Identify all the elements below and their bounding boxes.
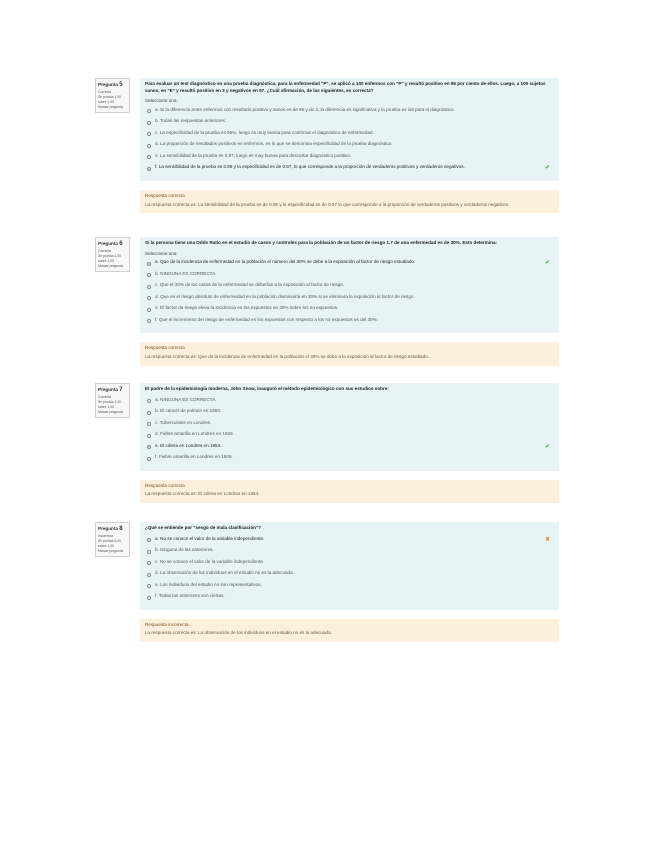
- option-letter: f.: [155, 316, 158, 322]
- option-text: Fiebre amarilla en Londres en 1849.: [158, 454, 233, 460]
- answer-option[interactable]: [145, 271, 554, 283]
- answer-option[interactable]: [145, 582, 554, 594]
- option-text: Tuberculosis en Londres.: [159, 419, 212, 425]
- option-text: NINGUNA ES CORRECTA.: [160, 396, 217, 402]
- option-text: El cólera en Londres en 1854.: [160, 442, 222, 448]
- radio-button[interactable]: [147, 561, 151, 565]
- question-content: [140, 383, 559, 503]
- answer-option[interactable]: [145, 153, 554, 165]
- option-letter: b.: [155, 547, 159, 553]
- feedback-box: [140, 190, 559, 213]
- option-letter: e.: [155, 581, 159, 587]
- answer-option[interactable]: [145, 397, 554, 409]
- question-grade: Se puntúa 1,00 sobre 1,00: [98, 95, 122, 105]
- option-letter: d.: [155, 141, 159, 147]
- question-number: Pregunta 6: [98, 241, 123, 247]
- radio-button[interactable]: [147, 296, 151, 300]
- feedback-text: La respuesta correcta es: Que de la incidencia de enfermedad en la población el 30% se debe a la exposición al factor de riesgo estudiado.: [145, 353, 429, 359]
- radio-button[interactable]: [147, 319, 151, 323]
- option-text: El cáncer de pulmón en 1950.: [160, 408, 222, 414]
- check-icon: ✔: [544, 260, 550, 267]
- radio-button[interactable]: [147, 308, 151, 312]
- radio-button[interactable]: [147, 550, 151, 554]
- answer-option[interactable]: [145, 130, 554, 142]
- option-letter: d.: [155, 293, 159, 299]
- feedback-box: [140, 619, 559, 642]
- radio-button[interactable]: [147, 573, 151, 577]
- question-formulation: [140, 237, 559, 333]
- radio-button[interactable]: [147, 273, 151, 277]
- option-letter: e.: [155, 305, 159, 311]
- option-letter: f.: [155, 593, 158, 599]
- answer-option[interactable]: [145, 294, 554, 306]
- flag-question-link[interactable]: Marcar pregunta: [98, 105, 123, 110]
- question-text: ¿Qué se entiende por "sesgo de mala clasificación"?: [145, 525, 261, 530]
- radio-button[interactable]: [147, 584, 151, 588]
- answer-prompt: Seleccione una:: [145, 98, 178, 104]
- flag-question-link[interactable]: Marcar pregunta: [98, 549, 123, 554]
- option-text: Ninguna de las anteriores.: [160, 547, 214, 553]
- check-icon: ✔: [544, 443, 550, 450]
- question-text: Para evaluar un test diagnóstico en una prueba diagnóstica, para la enfermedad "P", se aplicó a 100 enfermos con "P" y resultó positivo en 95 por ciento de ellos. Luego, a 100 sujetos sanos, en "E" y resultó positivo en 3 y negativos en 97. ¿Cuál afirmación, de las siguientes, es correcta?: [145, 81, 546, 93]
- option-text: La observación de los individuos en el estudio no es la adecuada.: [160, 570, 294, 576]
- answer-option[interactable]: [145, 431, 554, 443]
- radio-button[interactable]: [147, 422, 151, 426]
- radio-button[interactable]: [147, 167, 151, 171]
- radio-button[interactable]: [147, 399, 151, 403]
- radio-button[interactable]: [147, 434, 151, 438]
- answer-option[interactable]: [145, 420, 554, 432]
- option-letter: c.: [155, 282, 159, 288]
- feedback-title: Respuesta correcta: [145, 192, 185, 198]
- answer-option[interactable]: [145, 305, 554, 317]
- option-text: La sensibilidad de la prueba es 0.95 y la especificidad es de 0.97, lo que corresponde a la proporción de verdaderos positivos y verdaderos negativos.: [158, 164, 465, 170]
- option-letter: b.: [155, 408, 159, 414]
- question-content: [140, 78, 559, 213]
- answer-prompt: Seleccione una:: [145, 250, 178, 256]
- option-text: El factor de riesgo eleva la incidencia en los expuestos en 30% sobre los no expuestos.: [160, 305, 339, 311]
- cross-icon: ✘: [544, 536, 550, 543]
- option-letter: a.: [155, 535, 159, 541]
- option-text: Que de la incidencia de enfermedad en la población el número del 30% se debe a la exposición al factor de riesgo estudiado.: [160, 259, 416, 265]
- question-info: [95, 383, 130, 418]
- answer-option[interactable]: [145, 141, 554, 153]
- question-info: [95, 237, 130, 272]
- option-letter: c.: [155, 129, 159, 135]
- question-info: [95, 522, 130, 557]
- check-icon: ✔: [544, 165, 550, 172]
- radio-button[interactable]: [147, 109, 151, 113]
- option-letter: f.: [155, 454, 158, 460]
- feedback-box: [140, 342, 559, 365]
- feedback-text: La respuesta correcta es: La sensibilidad de la prueba es de 0.95 y la especificidad es de 0.97 lo que corresponde a la proporción de verdaderos positivos y verdaderos negativos.: [145, 201, 510, 207]
- option-text: La sensibilidad de la prueba es 0.97, luego es muy buena para descartar diagnóstico positivo.: [160, 152, 352, 158]
- option-letter: a.: [155, 396, 159, 402]
- option-text: Si la diferencia entre enfermos con resultado positivo y sanos es de 95 y de 3, la diferencia es significativa y la prueba es útil para el diagnóstico.: [160, 106, 455, 112]
- radio-button[interactable]: [147, 457, 151, 461]
- answer-option[interactable]: [145, 164, 554, 176]
- option-text: No se conoce el valor de la variable independiente.: [159, 558, 265, 564]
- option-letter: e.: [155, 152, 159, 158]
- question-formulation: [140, 78, 559, 181]
- option-text: Fiebre amarilla en Londres en 1848.: [160, 431, 234, 437]
- answer-option[interactable]: [145, 547, 554, 559]
- radio-button[interactable]: [147, 596, 151, 600]
- option-letter: f.: [155, 164, 158, 170]
- question-content: [140, 522, 559, 642]
- radio-button[interactable]: [147, 155, 151, 159]
- answer-option[interactable]: [145, 454, 554, 466]
- answer-option[interactable]: [145, 107, 554, 119]
- option-letter: b.: [155, 270, 159, 276]
- answer-option[interactable]: [145, 559, 554, 571]
- option-text: NINGUNA ES CORRECTA.: [160, 270, 217, 276]
- radio-button[interactable]: [147, 411, 151, 415]
- question-info: [95, 78, 130, 113]
- question-formulation: [140, 522, 559, 610]
- option-text: Que el 30% de los casos de la enfermedad se deberían a la exposición al factor de riesgo.: [159, 282, 344, 288]
- answer-option[interactable]: [145, 282, 554, 294]
- option-letter: e.: [155, 442, 159, 448]
- option-letter: a.: [155, 259, 159, 265]
- radio-button[interactable]: [147, 285, 151, 289]
- option-text: Que el incremento del riesgo de enfermedad en los expuestos con respecto a los no expuestos es del 30%.: [158, 316, 378, 322]
- option-letter: d.: [155, 431, 159, 437]
- radio-button[interactable]: [147, 132, 151, 136]
- feedback-box: [140, 480, 559, 503]
- flag-question-link[interactable]: Marcar pregunta: [98, 264, 123, 269]
- answer-option[interactable]: [145, 593, 554, 605]
- feedback-text: La respuesta correcta es: La observación de los individuos en el estudio no es la adecuada.: [145, 630, 332, 636]
- answer-option[interactable]: [145, 259, 554, 271]
- question-state: Incorrecta: [98, 534, 114, 538]
- option-letter: b.: [155, 118, 159, 124]
- option-text: Que en el riesgo absoluto de enfermedad en la población disminuiría en 30% si se eliminara la exposición al factor de riesgo.: [160, 293, 415, 299]
- option-text: Los individuos del estudio no son representativos.: [160, 581, 262, 587]
- answer-option[interactable]: [145, 408, 554, 420]
- question-grade: Se puntúa 0,00 sobre 1,00: [98, 539, 122, 549]
- radio-button[interactable]: [147, 538, 151, 542]
- radio-button[interactable]: [147, 262, 151, 266]
- option-letter: c.: [155, 558, 159, 564]
- answer-option[interactable]: [145, 118, 554, 130]
- question-state: Correcta: [98, 249, 112, 253]
- feedback-text: La respuesta correcta es: El cólera en Londres en 1854.: [145, 491, 260, 497]
- answer-option[interactable]: [145, 443, 554, 455]
- question-grade: Se puntúa 1,00 sobre 1,00: [98, 254, 122, 264]
- answer-option[interactable]: [145, 536, 554, 548]
- flag-question-link[interactable]: Marcar pregunta: [98, 410, 123, 415]
- option-letter: d.: [155, 570, 159, 576]
- option-letter: c.: [155, 419, 159, 425]
- radio-button[interactable]: [147, 144, 151, 148]
- question-state: Correcta: [98, 90, 112, 94]
- question-grade: Se puntúa 1,00 sobre 1,00: [98, 400, 122, 410]
- option-text: La proporción de resultados positivos en enfermos, es lo que se denomina especificidad de la prueba diagnóstica.: [160, 141, 393, 147]
- question-state: Correcta: [98, 395, 112, 399]
- question-number: Pregunta 8: [98, 526, 123, 532]
- feedback-title: Respuesta correcta: [145, 482, 185, 488]
- question-content: [140, 237, 559, 366]
- question-text: Si la persona tiene una Odds Ratio en el estudio de casos y controles para la población de un factor de riesgo 1.7 de una enfermedad es de 30%. Esto determina:: [145, 240, 498, 245]
- question-formulation: [140, 383, 559, 471]
- question-text: El padre de la epidemiología moderna, John Snow, inauguró el método epidemiológico con sus estudios sobre:: [145, 386, 389, 391]
- radio-button[interactable]: [147, 121, 151, 125]
- option-text: Todas las anteriores son ciertas.: [158, 593, 225, 599]
- feedback-title: Respuesta incorrecta.: [145, 621, 190, 627]
- option-text: La especificidad de la prueba es 95%, luego es muy buena para confirmar el diagnóstico de enfermedad.: [159, 129, 374, 135]
- feedback-title: Respuesta correcta: [145, 345, 185, 351]
- question-number: Pregunta 7: [98, 387, 123, 393]
- answer-option[interactable]: [145, 317, 554, 329]
- question-number: Pregunta 5: [98, 82, 123, 88]
- option-letter: a.: [155, 106, 159, 112]
- option-text: Todas las respuestas anteriores.: [160, 118, 227, 124]
- radio-button[interactable]: [147, 445, 151, 449]
- option-text: No se conoce el valor de la variable independiente.: [160, 535, 265, 541]
- answer-option[interactable]: [145, 570, 554, 582]
